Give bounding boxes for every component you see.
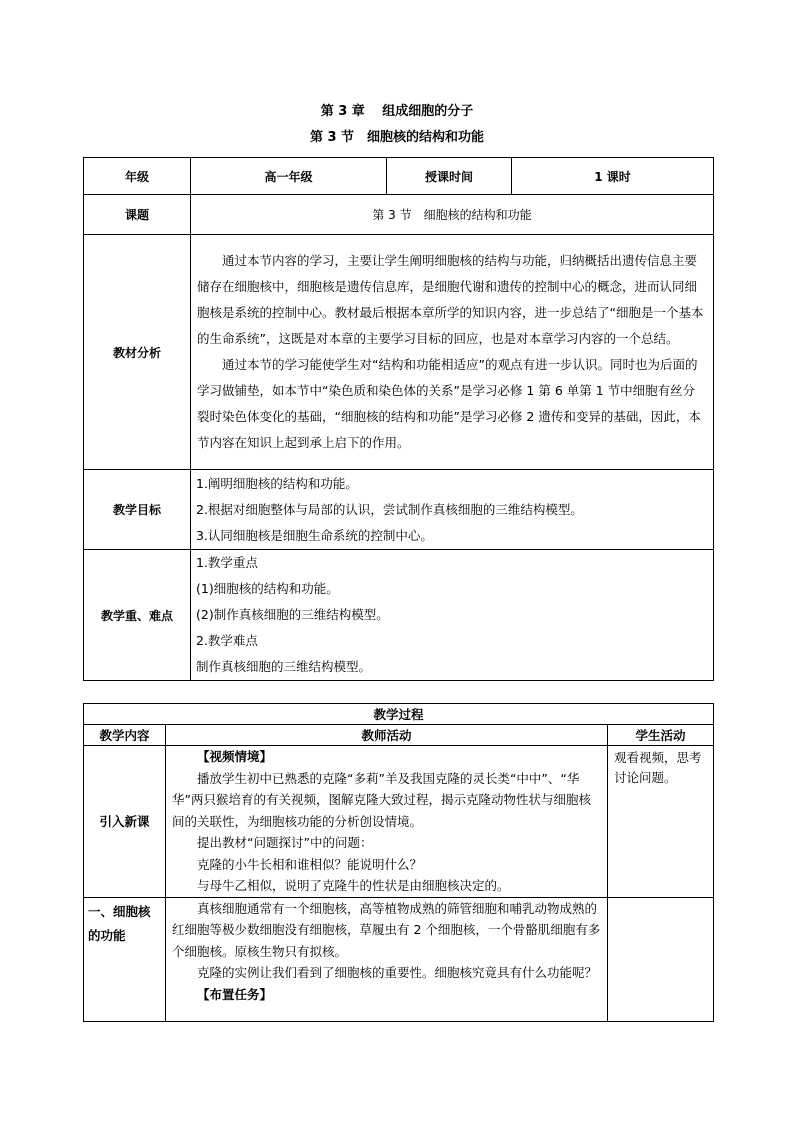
lesson-info-table xyxy=(83,157,714,681)
chapter-title: 第 3 章 组成细胞的分子 xyxy=(320,104,474,119)
goals-content xyxy=(191,470,714,550)
keypoint-line: (1)细胞核的结构和功能。 xyxy=(196,581,339,596)
keypoints-content xyxy=(191,550,714,681)
col-header-content: 教学内容 xyxy=(84,725,166,746)
function-label: 一、细胞核的功能 xyxy=(84,897,166,1021)
goal-item: 2.根据对细胞整体与局部的认识，尝试制作真核细胞的三维结构模型。 xyxy=(196,501,583,517)
col-header-student: 学生活动 xyxy=(608,725,714,746)
intro-line: 【视频情境】 xyxy=(197,749,273,764)
grade-label: 年级 xyxy=(84,158,191,195)
time-label: 授课时间 xyxy=(387,158,512,195)
analysis-label: 教材分析 xyxy=(84,235,191,470)
function-teacher-activity xyxy=(166,897,608,1021)
intro-line: 与母牛乙相似，说明了克隆牛的性状是由细胞核决定的。 xyxy=(197,878,510,893)
col-header-teacher: 教师活动 xyxy=(166,725,608,746)
grade-value: 高一年级 xyxy=(191,158,387,195)
section-title: 第 3 节 细胞核的结构和功能 xyxy=(309,130,485,145)
topic-value: 第 3 节 细胞核的结构和功能 xyxy=(191,195,714,235)
teaching-process-table xyxy=(83,703,714,1022)
process-title: 教学过程 xyxy=(84,704,714,725)
keypoint-line: 2.教学难点 xyxy=(196,633,258,648)
goal-item: 1.阐明细胞核的结构和功能。 xyxy=(196,475,358,491)
intro-label: 引入新课 xyxy=(84,746,166,898)
keypoint-line: 1.教学重点 xyxy=(196,555,258,570)
function-line: 【布置任务】 xyxy=(197,986,273,1002)
function-line: 真核细胞通常有一个细胞核，高等植物成熟的筛管细胞和哺乳动物成熟的红细胞等极少数细胞没有细胞核，草履虫有 2 个细胞核，一个骨骼肌细胞有多个细胞核。原核生物只有拟核。 xyxy=(172,900,601,959)
intro-student-activity: 观看视频，思考讨论问题。 xyxy=(608,746,714,898)
intro-line: 克隆的小牛长相和谁相似？能说明什么？ xyxy=(197,856,423,872)
goals-label: 教学目标 xyxy=(84,470,191,550)
analysis-paragraph-1: 通过本节内容的学习，主要让学生阐明细胞核的结构与功能，归纳概括出遗传信息主要储存在细胞核中，细胞核是遗传信息库，是细胞代谢和遗传的控制中心的概念，进而认同细胞核是系统的控制中心。教材最后根据本章所学的知识内容，进一步总结了“细胞是一个基本的生命系统”，这既是对本章的主要学习目标的回应，也是对本章学习内容的一个总结。 xyxy=(197,253,704,346)
intro-line: 播放学生初中已熟悉的克隆“多莉”羊及我国克隆的灵长类“中中”、“华华”两只猴培育的有关视频，图解克隆大致过程，揭示克隆动物性状与细胞核间的关联性，为细胞核功能的分析创设情境。 xyxy=(172,770,591,829)
function-line: 克隆的实例让我们看到了细胞核的重要性。细胞核究竟具有什么功能呢？ xyxy=(197,965,598,980)
time-value: 1 课时 xyxy=(512,158,714,195)
keypoint-line: 制作真核细胞的三维结构模型。 xyxy=(196,659,372,674)
intro-teacher-activity xyxy=(166,746,608,898)
analysis-content xyxy=(191,235,714,470)
function-student-activity xyxy=(608,897,714,1021)
goal-item: 3.认同细胞核是细胞生命系统的控制中心。 xyxy=(196,527,433,543)
topic-label: 课题 xyxy=(84,195,191,235)
intro-line: 提出教材“问题探讨”中的问题： xyxy=(197,835,373,850)
keypoints-label: 教学重、难点 xyxy=(84,550,191,681)
analysis-paragraph-2: 通过本节的学习能使学生对“结构和功能相适应”的观点有进一步认识。同时也为后面的学习做铺垫，如本节中“染色质和染色体的关系”是学习必修 1 第 6 单第 1 节中细胞有丝分裂时染色体变化的基础，“细胞核的结构和功能”是学习必修 2 遗传和变异的基础，因此，本节内容在知识上起到承上启下的作用。 xyxy=(197,357,701,450)
keypoint-line: (2)制作真核细胞的三维结构模型。 xyxy=(196,607,389,622)
